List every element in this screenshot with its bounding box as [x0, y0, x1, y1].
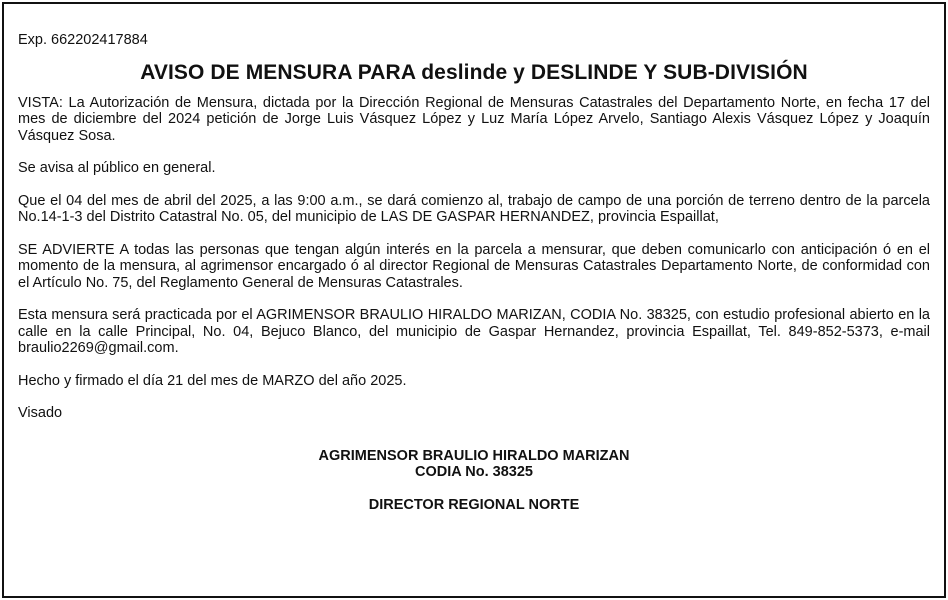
paragraph-agrimensor: Esta mensura será practicada por el AGRIMENSOR BRAULIO HIRALDO MARIZAN, CODIA No. 38325, con estudio profesional abierto en la calle en la calle Principal, No. 04, Bejuco Blanco, del municipio de Gaspar Hernandez, provincia Espaillat, Tel. 849-852-5373, e-mail braulio2269@gmail.com.	[18, 307, 930, 356]
notice-frame	[2, 2, 946, 598]
expediente-number: Exp. 662202417884	[18, 32, 148, 48]
paragraph-firmado: Hecho y firmado el día 21 del mes de MARZO del año 2025.	[18, 372, 407, 389]
paragraph-vista: VISTA: La Autorización de Mensura, dictada por la Dirección Regional de Mensuras Catastrales del Departamento Norte, en fecha 17 del mes de diciembre del 2024 petición de Jorge Luis Vásquez López y Luz María López Arvelo, Santiago Alexis Vásquez López y Joaquín Vásquez Sosa.	[18, 94, 930, 144]
signature-block	[18, 448, 930, 514]
notice-content	[18, 32, 930, 513]
notice-title: AVISO DE MENSURA PARA deslinde y DESLINDE Y SUB-DIVISIÓN	[140, 60, 808, 84]
paragraph-fecha-trabajo: Que el 04 del mes de abril del 2025, a las 9:00 a.m., se dará comienzo al, trabajo de campo de una porción de terreno dentro de la parcela No.14-1-3 del Distrito Catastral No. 05, del municipio de LAS DE GASPAR HERNANDEZ, provincia Espaillat,	[18, 192, 930, 225]
signature-role: DIRECTOR REGIONAL NORTE	[368, 496, 580, 513]
signature-name: AGRIMENSOR BRAULIO HIRALDO MARIZAN	[318, 447, 630, 464]
paragraph-advertencia: SE ADVIERTE A todas las personas que tengan algún interés en la parcela a mensurar, que deben comunicarlo con anticipación ó en el momento de la mensura, al agrimensor encargado ó al director Regional de Mensuras Catastrales Departamento Norte, de conformidad con el Artículo No. 75, del Reglamento General de Mensuras Catastrales.	[18, 241, 930, 291]
paragraph-visado: Visado	[18, 405, 63, 421]
signature-codia: CODIA No. 38325	[415, 464, 533, 480]
paragraph-aviso-publico: Se avisa al público en general.	[18, 160, 216, 176]
